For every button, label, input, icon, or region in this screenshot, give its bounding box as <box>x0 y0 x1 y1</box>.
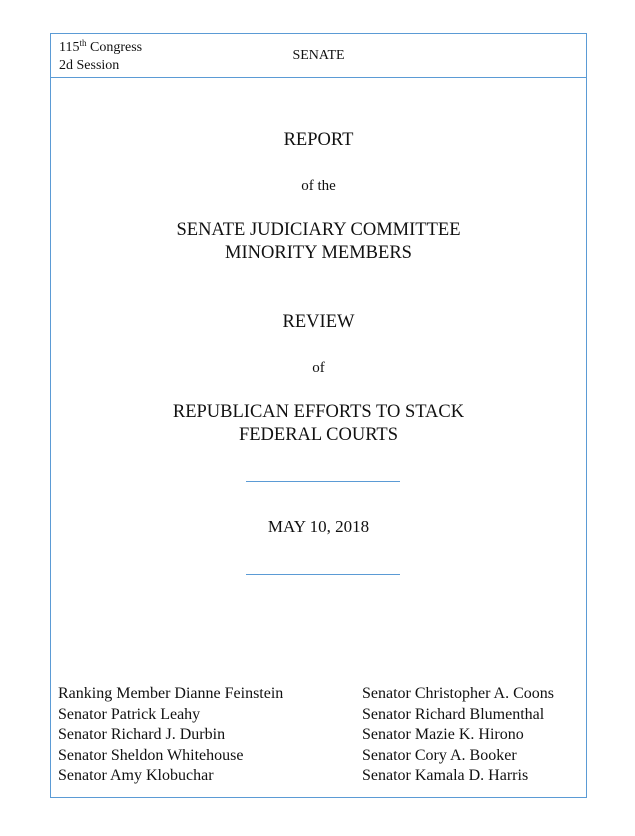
member-name: Senator Amy Klobuchar <box>58 767 214 785</box>
member-name: Senator Richard Blumenthal <box>362 705 545 723</box>
of-text: of <box>312 360 325 376</box>
session-label: 2d Session <box>59 58 120 73</box>
member-name: Senator Patrick Leahy <box>58 705 201 723</box>
subject-line2: FEDERAL COURTS <box>238 425 399 445</box>
report-header <box>51 34 586 78</box>
of-the-text: of the <box>301 178 336 194</box>
congress-ordinal-suffix: th <box>79 38 87 48</box>
member-name: Senator Sheldon Whitehouse <box>58 746 244 764</box>
members-list-right <box>362 684 554 787</box>
congress-word: Congress <box>86 40 143 55</box>
divider-top <box>246 481 400 482</box>
congress-number: 115 <box>59 40 80 55</box>
report-heading: REPORT <box>283 130 354 150</box>
subject-line1: REPUBLICAN EFFORTS TO STACK <box>172 402 465 422</box>
committee-name-line1: SENATE JUDICIARY COMMITTEE <box>176 220 461 240</box>
member-name: Senator Christopher A. Coons <box>362 685 554 702</box>
members-list-left <box>58 684 283 787</box>
member-name: Senator Mazie K. Hirono <box>362 726 524 744</box>
report-cover <box>50 33 587 798</box>
committee-name-line2: MINORITY MEMBERS <box>225 243 412 263</box>
chamber-label: SENATE <box>292 48 345 63</box>
review-heading: REVIEW <box>282 312 355 332</box>
divider-bottom <box>246 574 400 575</box>
member-name: Senator Cory A. Booker <box>362 746 517 764</box>
report-date: MAY 10, 2018 <box>267 517 370 536</box>
member-name: Ranking Member Dianne Feinstein <box>58 685 284 702</box>
member-name: Senator Richard J. Durbin <box>58 726 226 744</box>
member-name: Senator Kamala D. Harris <box>362 767 529 785</box>
